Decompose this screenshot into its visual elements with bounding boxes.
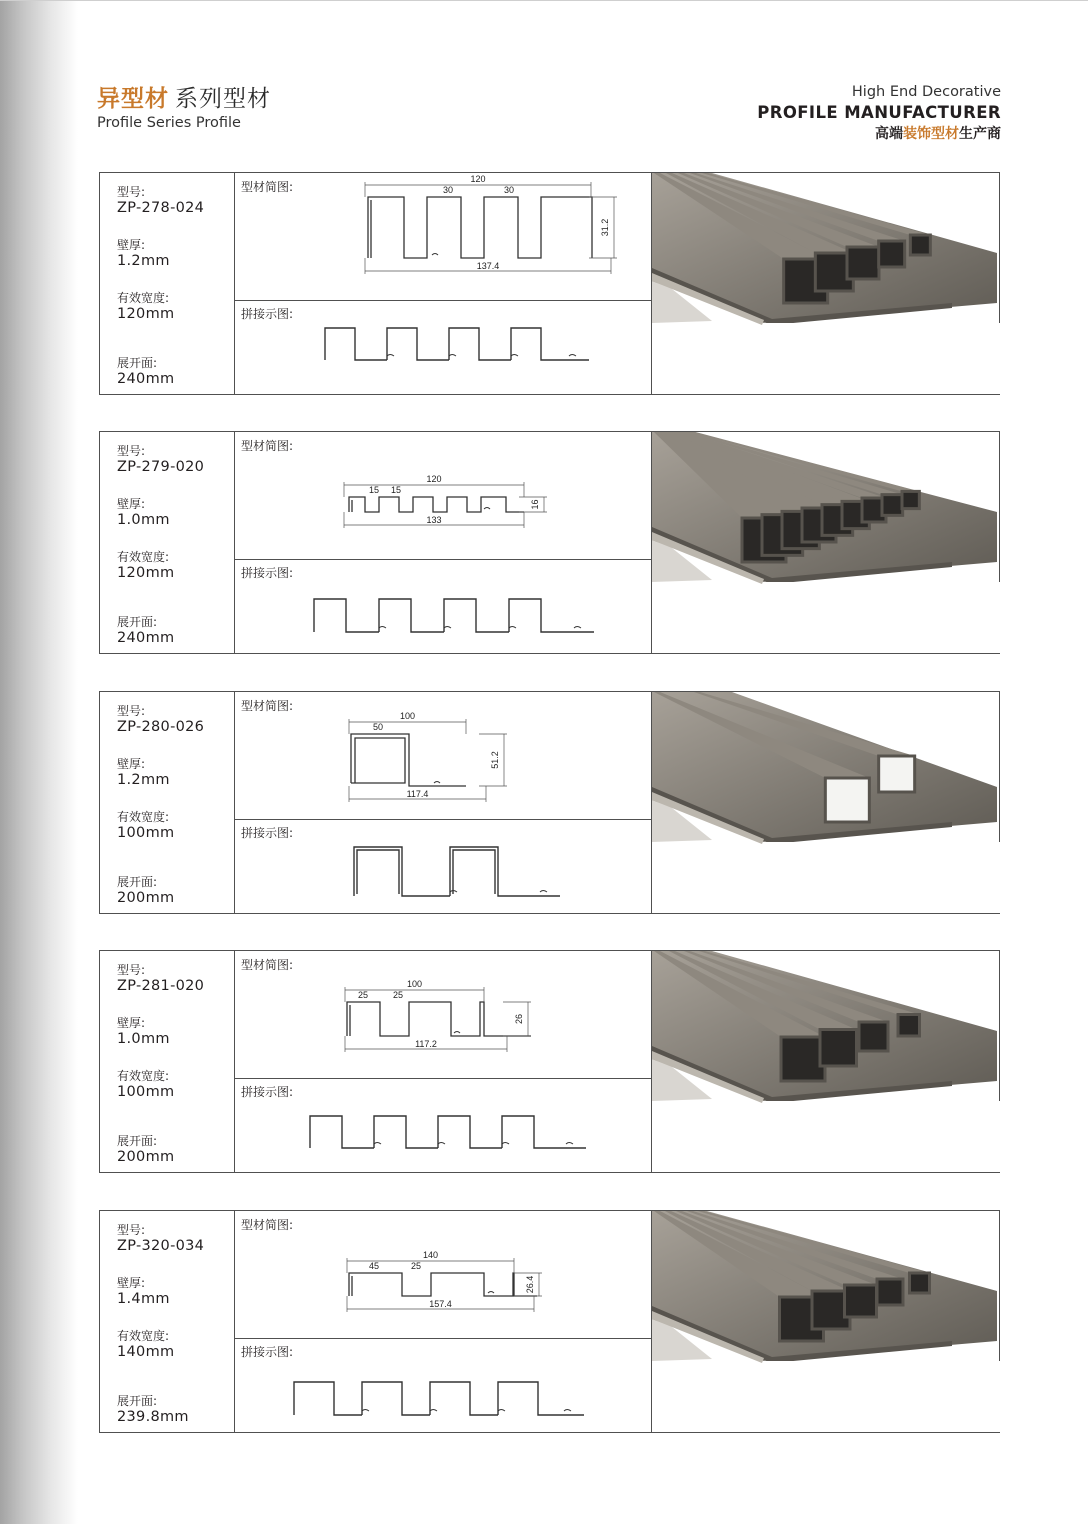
effective-width-value: 120mm [117,565,175,581]
aluminum-profile-render [652,432,1000,653]
brand-accent: 装饰型材 [903,126,959,142]
effective-width-value: 100mm [117,1084,175,1100]
joint-end-hook [569,355,576,357]
model-value: ZP-280-026 [117,719,205,735]
model-label: 型号: [117,444,146,458]
spec-thickness [117,757,170,789]
fin-end [910,1273,930,1293]
spec-unfolded [117,356,174,388]
joint-outline [325,328,589,360]
segment-b-dimension: 15 [390,485,402,495]
width-dimension: 140 [422,1250,439,1260]
profile-render [652,173,1000,394]
profile-drawing [234,951,651,1078]
thickness-label: 壁厚: [117,757,146,771]
effective-width-label: 有效宽度: [117,1329,170,1343]
joint-drawing [234,300,651,394]
spec-panel [100,692,235,913]
width-dimension: 100 [399,711,416,721]
thickness-label: 壁厚: [117,497,146,511]
total-dimension: 137.4 [476,261,500,271]
spec-effective-width [117,1329,174,1361]
profile-outline [347,1002,531,1036]
profile-diagram-label: 型材简图: [241,699,294,713]
joint-hook [511,355,518,357]
aluminum-profile-render [652,951,1000,1172]
joint-end-hook [566,1143,573,1145]
product-card-1 [99,172,1000,395]
unfolded-value: 200mm [117,1149,175,1165]
joint-diagram-label: 拼接示图: [241,1085,294,1099]
profile-render [652,951,1000,1172]
aluminum-profile-render [652,1211,1000,1432]
profile-path [347,1002,531,1036]
spec-unfolded [117,1134,174,1166]
diagram-panel [234,173,651,394]
model-label: 型号: [117,704,146,718]
fin-end [820,1030,857,1067]
profile-drawing [234,1211,651,1338]
segment-a-dimension: 45 [368,1261,380,1271]
spec-panel [100,1211,235,1432]
product-photo [651,1211,1000,1432]
profile-hook [484,508,490,510]
profile-path [349,1273,537,1296]
thickness-value: 1.2mm [117,772,170,788]
diagram-panel [234,692,651,913]
profile-outline [368,197,592,258]
profile-outline [349,497,524,512]
top-border [0,0,1088,1]
joint-diagram-label: 拼接示图: [241,566,294,580]
model-value: ZP-281-020 [117,978,205,994]
joint-end-hook [574,627,581,629]
joint-hook [438,1143,445,1145]
profile-diagram [234,692,651,820]
spec-effective-width [117,291,174,323]
profile-hook [454,1032,460,1034]
unfolded-label: 展开面: [117,875,158,889]
width-dimension: 100 [406,979,423,989]
spec-model [117,185,204,217]
profile-drawing [234,432,651,559]
model-value: ZP-279-020 [117,459,205,475]
height-dimension: 26 [514,1013,524,1025]
model-label: 型号: [117,963,146,977]
brand-prefix: 高端 [875,126,903,142]
segment-b-dimension: 25 [410,1261,422,1271]
joint-end-hook [540,891,547,893]
fin-end [902,491,919,508]
profile-diagram-label: 型材简图: [241,958,294,972]
fin-end [825,778,869,822]
joint-hook [379,627,386,629]
profile-path [368,197,592,258]
profile-outline [351,734,466,786]
joint-end-hook [564,1410,571,1412]
height-dimension: 31.2 [600,218,610,237]
effective-width-label: 有效宽度: [117,1069,170,1083]
fin-end [879,756,915,792]
section-header [97,84,271,131]
joint-path [314,599,594,632]
brand-suffix: 生产商 [959,126,1001,142]
effective-width-value: 100mm [117,825,175,841]
thickness-value: 1.4mm [117,1291,170,1307]
thickness-value: 1.0mm [117,512,170,528]
brand-line-1: High End Decorative [851,84,1001,100]
joint-hook [374,1143,381,1145]
spec-unfolded [117,1394,189,1426]
joint-diagram-label: 拼接示图: [241,307,294,321]
page-title [97,84,271,114]
joint-outline [354,847,560,896]
thickness-label: 壁厚: [117,238,146,252]
joint-outline [314,599,594,632]
profile-hook [432,254,438,256]
fin-end [845,1285,877,1317]
profile-drawing [234,692,651,819]
fin-end [882,495,903,516]
spec-thickness [117,497,170,529]
joint-hook [502,1143,509,1145]
width-dimension: 120 [426,474,442,484]
segment-b-dimension: 25 [392,990,404,1000]
effective-width-label: 有效宽度: [117,291,170,305]
profile-diagram [234,1211,651,1339]
joint-drawing [234,1338,651,1432]
width-dimension: 120 [470,174,486,184]
spec-effective-width [117,550,174,582]
product-card-2 [99,431,1000,654]
spec-model [117,1223,204,1255]
profile-render [652,432,1000,653]
spec-panel [100,432,235,653]
height-dimension: 26.4 [525,1275,535,1294]
joint-diagram [234,1078,651,1172]
spec-thickness [117,238,170,270]
diagram-panel [234,1211,651,1432]
fin-end [877,1279,903,1305]
unfolded-value: 239.8mm [117,1409,189,1425]
profile-drawing [234,173,651,300]
fin-end [910,235,930,255]
profile-hook [488,1292,494,1294]
joint-outline [310,1116,586,1148]
product-photo [651,432,1000,653]
title-accent: 异型材 [97,86,169,112]
profile-diagram-label: 型材简图: [241,1218,294,1232]
total-dimension: 117.4 [406,789,429,799]
segment-b-dimension: 30 [503,185,515,195]
unfolded-label: 展开面: [117,356,158,370]
joint-path [354,847,560,896]
joint-drawing [234,1078,651,1172]
joint-diagram [234,300,651,394]
profile-diagram [234,432,651,560]
product-photo [651,692,1000,913]
segment-a-dimension: 15 [368,485,380,495]
spec-unfolded [117,615,174,647]
joint-hook [449,355,456,357]
spec-model [117,444,204,476]
brand-line-2: PROFILE MANUFACTURER [757,103,1001,122]
model-value: ZP-278-024 [117,200,205,216]
dimension-lines [345,987,531,1052]
thickness-label: 壁厚: [117,1276,146,1290]
effective-width-label: 有效宽度: [117,550,170,564]
aluminum-profile-render [652,173,1000,394]
page-edge-shadow [0,0,78,1524]
joint-hook [362,1410,369,1412]
joint-diagram [234,1338,651,1432]
effective-width-value: 120mm [117,306,175,322]
effective-width-value: 140mm [117,1344,175,1360]
fin-end [847,247,879,279]
unfolded-value: 240mm [117,371,175,387]
model-label: 型号: [117,185,146,199]
unfolded-label: 展开面: [117,615,158,629]
profile-path [351,734,466,786]
diagram-panel [234,951,651,1172]
product-card-3 [99,691,1000,914]
product-card-4 [99,950,1000,1173]
spec-thickness [117,1276,170,1308]
title-rest: 系列型材 [175,86,271,112]
spec-unfolded [117,875,174,907]
spec-effective-width [117,810,174,842]
total-dimension: 157.4 [429,1299,452,1309]
thickness-value: 1.0mm [117,1031,170,1047]
joint-hook [498,1410,505,1412]
spec-thickness [117,1016,170,1048]
thickness-label: 壁厚: [117,1016,146,1030]
product-photo [651,951,1000,1172]
fin-end [879,241,905,267]
total-dimension: 133 [426,515,442,525]
joint-outline [294,1382,584,1415]
joint-path [294,1382,584,1415]
segment-a-dimension: 30 [442,185,454,195]
profile-path [349,497,524,512]
profile-diagram [234,173,651,301]
effective-width-label: 有效宽度: [117,810,170,824]
joint-path [325,328,589,360]
joint-hook [444,627,451,629]
profile-diagram-label: 型材简图: [241,180,294,194]
height-dimension: 51.2 [490,751,500,769]
diagram-panel [234,432,651,653]
unfolded-value: 200mm [117,890,175,906]
joint-drawing [234,559,651,653]
model-label: 型号: [117,1223,146,1237]
fin-end [781,1037,825,1081]
joint-diagram [234,819,651,913]
joint-diagram-label: 拼接示图: [241,1345,294,1359]
fin-end [898,1015,920,1037]
joint-hook [387,355,394,357]
joint-diagram [234,559,651,653]
profile-hook [434,782,440,784]
product-photo [651,173,1000,394]
product-card-5 [99,1210,1000,1433]
segment-a-dimension: 50 [372,722,384,732]
profile-render [652,1211,1000,1432]
joint-hook [509,627,516,629]
joint-hook [430,1410,437,1412]
spec-panel [100,173,235,394]
segment-a-dimension: 25 [357,990,369,1000]
spec-panel [100,951,235,1172]
model-value: ZP-320-034 [117,1238,205,1254]
total-dimension: 117.2 [415,1039,437,1049]
height-dimension: 16 [530,499,540,510]
unfolded-label: 展开面: [117,1134,158,1148]
profile-render [652,692,1000,913]
profile-diagram [234,951,651,1079]
page-subtitle: Profile Series Profile [97,115,241,131]
fin-end [859,1022,888,1051]
unfolded-label: 展开面: [117,1394,158,1408]
joint-drawing [234,819,651,913]
joint-diagram-label: 拼接示图: [241,826,294,840]
brand-line-3 [757,124,1001,144]
aluminum-profile-render [652,692,1000,913]
spec-model [117,963,204,995]
spec-model [117,704,204,736]
profile-outline [349,1273,537,1296]
unfolded-value: 240mm [117,630,175,646]
profile-diagram-label: 型材简图: [241,439,294,453]
thickness-value: 1.2mm [117,253,170,269]
joint-path [310,1116,586,1148]
brand-block [757,82,1001,144]
spec-effective-width [117,1069,174,1101]
